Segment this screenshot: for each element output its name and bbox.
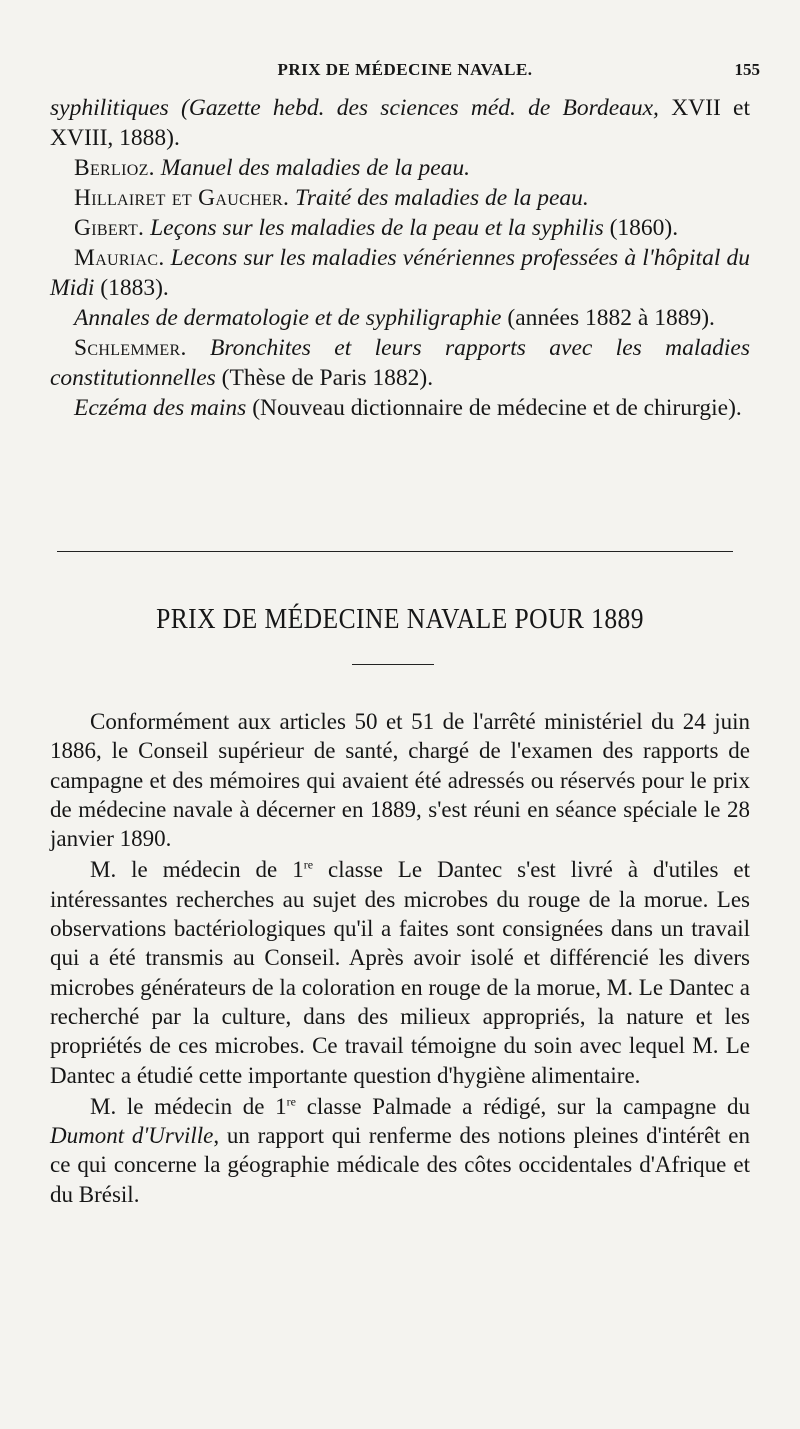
work-title: syphilitiques (Gazette hebd. des sciences méd. de Bordeaux, (50, 95, 659, 121)
bibliography-list (50, 93, 750, 423)
work-title: Annales de dermatologie et de syphiligraphie (74, 305, 502, 331)
ship-name: Dumont d'Urville (50, 1123, 214, 1149)
paragraph-text: classe Le Dantec s'est livré à d'utiles et intéressantes recherches au sujet des microbes du rouge de la morue. Les observations bactériologiques qu'il a faites sont consignées dans un travail qui a été transmis au Conseil. Après avoir isolé et différencié les divers microbes générateurs de la coloration en rouge de la morue, M. Le Dantec a recherché par la culture, dans des milieux appropriés, la nature et les propriétés de ces microbes. Ce travail témoigne du soin avec lequel M. Le Dantec a étudié cette importante question d'hygiène alimentaire. (50, 857, 751, 1088)
author-name: Gibert. (74, 215, 145, 241)
work-details: (1883). (94, 275, 169, 301)
page-number: 155 (734, 60, 760, 79)
paragraph-text: classe Palmade a rédigé, sur la campagne du (296, 1093, 750, 1119)
author-name: Hillairet et Gaucher. (74, 185, 290, 211)
running-title: PRIX DE MÉDECINE NAVALE. (277, 60, 533, 79)
section-divider (57, 551, 733, 552)
work-title: Bronchites et leurs rapports avec les maladies constitutionnelles (50, 335, 750, 391)
bibliography-entry (50, 93, 750, 153)
paragraph-text: M. le médecin de 1 (90, 1093, 287, 1119)
author-name: Berlioz. (74, 155, 155, 181)
work-title: Manuel des maladies de la peau. (160, 155, 471, 181)
bibliography-entry (50, 303, 750, 333)
paragraph (50, 855, 750, 1089)
work-title: Eczéma des mains (74, 395, 247, 421)
bibliography-entry (50, 153, 750, 183)
work-title: Lecons sur les maladies vénériennes professées à l'hôpital du Midi (50, 245, 750, 301)
author-name: Mauriac. (74, 245, 165, 271)
work-details: (Thèse de Paris 1882). (215, 365, 434, 391)
bibliography-entry (50, 183, 750, 213)
body-text (50, 707, 750, 1211)
work-title: Traité des maladies de la peau. (295, 185, 589, 211)
bibliography-entry (50, 333, 750, 393)
author-name: Schlemmer. (74, 335, 187, 361)
bibliography-entry (50, 213, 750, 243)
work-details: XVII et XVIII, 1888). (50, 95, 750, 151)
work-details: (Nouveau dictionnaire de médecine et de chirurgie). (246, 395, 742, 421)
bibliography-entry (50, 393, 750, 423)
bibliography-entry (50, 243, 750, 303)
paragraph-text: M. le médecin de 1 (90, 857, 304, 883)
title-underline (352, 664, 434, 665)
paragraph: Conformément aux articles 50 et 51 de l'arrêté ministériel du 24 juin 1886, le Conseil supérieur de santé, chargé de l'examen des rapports de campagne et des mémoires qui avaient été adressés ou réservés pour le prix de médecine navale à décerner en 1889, s'est réuni en séance spéciale le 28 janvier 1890. (50, 709, 750, 852)
running-header (50, 60, 760, 88)
paragraph-text: , un rapport qui renferme des notions pleines d'intérêt en ce qui concerne la géographie médicale des côtes occidentales d'Afrique et du Brésil. (50, 1123, 750, 1207)
ordinal-suffix: re (303, 857, 314, 872)
work-details: (années 1882 à 1889). (501, 305, 715, 331)
work-details: (1860). (603, 215, 679, 241)
section-title: PRIX DE MÉDECINE NAVALE POUR 1889 (156, 603, 644, 635)
ordinal-suffix: re (286, 1094, 296, 1109)
paragraph (50, 1092, 750, 1209)
work-title: Leçons sur les maladies de la peau et la syphilis (150, 215, 604, 241)
